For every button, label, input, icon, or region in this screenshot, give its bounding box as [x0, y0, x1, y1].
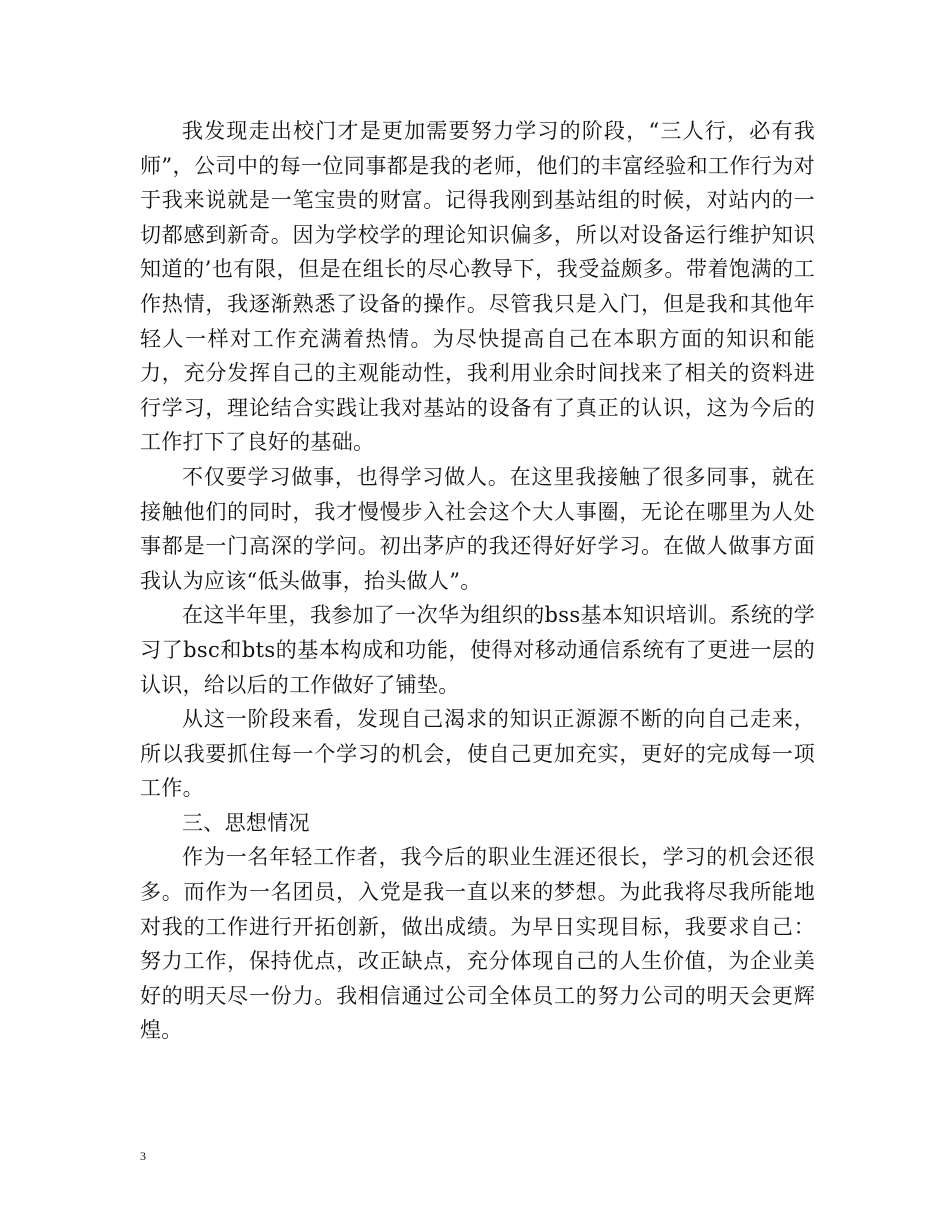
page-number: 3 [140, 1149, 146, 1163]
paragraph-conduct: 不仅要学习做事，也得学习做人。在这里我接触了很多同事，就在接触他们的同时，我才慢慢步入社会这个大人事圈，无论在哪里为人处事都是一门高深的学问。初出茅庐的我还得好好学习。在做人做事方面我认为应该“低头做事，抬头做人”。 [140, 464, 815, 593]
paragraph-learning: 我发现走出校门才是更加需要努力学习的阶段，“三人行，必有我师”，公司中的每一位同事都是我的老师，他们的丰富经验和工作行为对于我来说就是一笔宝贵的财富。记得我刚到基站组的时候，对站内的一切都感到新奇。因为学校学的理论知识偏多，所以对设备运行维护知识知道的’也有限，但是在组长的尽心教导下，我受益颇多。带着饱满的工作热情，我逐渐熟悉了设备的操作。尽管我只是入门，但是我和其他年轻人一样对工作充满着热情。为尽快提高自己在本职方面的知识和能力，充分发挥自己的主观能动性，我利用业余时间找来了相关的资料进行学习，理论结合实践让我对基站的设备有了真正的认识，这为今后的工作打下了良好的基础。 [140, 119, 815, 455]
document-body [140, 114, 815, 1048]
paragraph-summary: 从这一阶段来看，发现自己渴求的知识正源源不断的向自己走来，所以我要抓住每一个学习的机会，使自己更加充实，更好的完成每一项工作。 [140, 707, 815, 801]
paragraph-thoughts: 作为一名年轻工作者，我今后的职业生涯还很长，学习的机会还很多。而作为一名团员，入党是我一直以来的梦想。为此我将尽我所能地对我的工作进行开拓创新，做出成绩。为早日实现目标，我要求自己：努力工作，保持优点，改正缺点，充分体现自己的人生价值，为企业美好的明天尽一份力。我相信通过公司全体员工的努力公司的明天会更辉煌。 [140, 845, 815, 1043]
section-heading-thoughts: 三、思想情况 [182, 810, 310, 835]
paragraph-training: 在这半年里，我参加了一次华为组织的bss基本知识培训。系统的学习了bsc和bts的基本构成和功能，使得对移动通信系统有了更进一层的认识，给以后的工作做好了铺垫。 [140, 603, 815, 697]
